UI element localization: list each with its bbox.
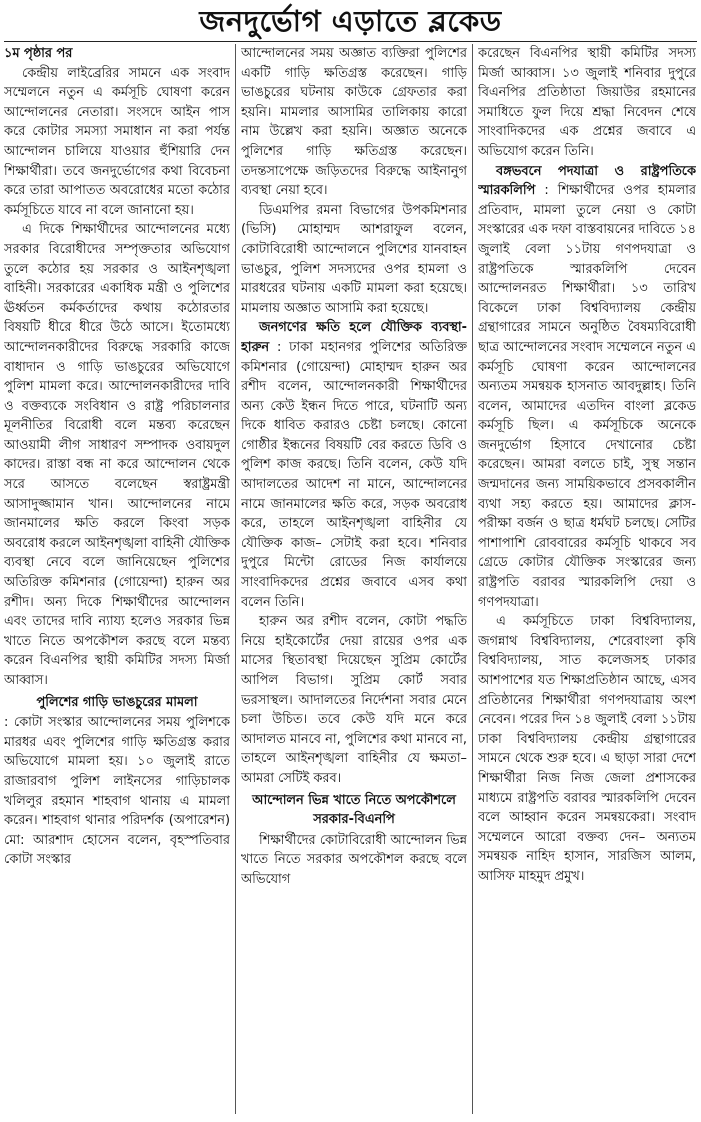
- paragraph: [478, 162, 696, 613]
- inline-heading: জনগণের ক্ষতি হলে যৌক্তিক ব্যবস্থা-হারুন: [241, 320, 467, 355]
- headline: জনদুর্ভোগ এড়াতে ব্লকেড: [199, 4, 502, 38]
- paragraph: [241, 318, 467, 612]
- column-divider: [472, 44, 473, 1114]
- paragraph: কেন্দ্রীয় লাইব্রেরির সামনে এক সংবাদ সম্মেলনে নতুন এ কর্মসূচি ঘোষণা করেন আন্দোলনের নেতারা। সংসদে আইন পাস করে কোটার সমস্যা সমাধান না করা পর্যন্ত আন্দোলন চালিয়ে যাওয়ার হুঁশিয়ারি দেন শিক্ষার্থীরা। তবে জনদুর্ভোগের কথা বিবেচনা করে তারা আপাতত অবরোধের মতো কঠোর কর্মসূচিতে যাবে না বলে জানানো হয়।: [4, 65, 230, 218]
- column-divider: [235, 44, 236, 1114]
- paragraph: এ কর্মসূচিতে ঢাকা বিশ্ববিদ্যালয়, জগন্নাথ বিশ্ববিদ্যালয়, শেরেবাংলা কৃষি বিশ্ববিদ্যালয়, সাত কলেজসহ ঢাকার আশপাশের যত শিক্ষাপ্রতিষ্ঠান আছে, এসব প্রতিষ্ঠানের শিক্ষার্থীরা গণপদযাত্রায় অংশ নেবেন। পরের দিন ১৪ জুলাই বেলা ১১টায় ঢাকা বিশ্ববিদ্যালয় কেন্দ্রীয় গ্রন্থাগারের সামনে থেকে শুরু হবে। এ ছাড়া সারা দেশে শিক্ষার্থীরা নিজ নিজ জেলা প্রশাসকের মাধ্যমে রাষ্ট্রপতি বরাবর স্মারকলিপি দেবেন বলে আহ্বান করেন সমন্বয়কেরা। সংবাদ সম্মেলনে আরো বক্তব্য দেন– অন্যতম সমন্বয়ক নাহিদ হাসান, সারজিস আলম, আসিফ মাহমুদ প্রমুখ।: [478, 614, 696, 884]
- paragraph: ডিএমপির রমনা বিভাগের উপকমিশনার (ভিসি) মোহাম্মদ আশরাফুল বলেন, কোটাবিরোধী আন্দোলনে পুলিশের যানবাহন ভাঙচুর, পুলিশ সদস্যদের ওপর হামলা ও মারধরের ঘটনায় একটি মামলা করা হয়েছে। মামলায় অজ্ঞাত আসামি করা হয়েছে।: [241, 202, 467, 316]
- paragraph: এ দিকে শিক্ষার্থীদের আন্দোলনের মধ্যে সরকার বিরোধীদের সম্পৃক্ততার অভিযোগ তুলে কঠোর হয় সরকার ও আইনশৃঙ্খলা বাহিনী। সরকারের একাধিক মন্ত্রী ও পুলিশের ঊর্ধ্বতন কর্মকর্তাদের কথায় কঠোরতার বিষয়টি ধীরে ধীরে উঠে আসে। ইতোমধ্যে আন্দোলনকারীদের বিরুদ্ধে সরকারি কাজে বাধাদান ও গাড়ি ভাঙচুরের অভিযোগে পুলিশ মামলা করে। আন্দোলনকারীদের দাবি ও বক্তব্যকে সংবিধান ও রাষ্ট্র পরিচালনার মূলনীতির বিরোধী বলে মন্তব্য করেছেন আওয়ামী লীগ সাধারণ সম্পাদক ওবায়দুল কাদের। রাস্তা বন্ধ না করে আন্দোলন থেকে সরে আসতে বলেছেন স্বরাষ্ট্রমন্ত্রী আসাদুজ্জামান খান। আন্দোলনের নামে জানমালের ক্ষতি করলে কিংবা সড়ক অবরোধ করলে আইনশৃঙ্খলা বাহিনী যৌক্তিক ব্যবস্থা নেবে বলে জানিয়েছেন পুলিশের অতিরিক্ত কমিশনার (গোয়েন্দা) হারুন অর রশীদ। অন্য দিকে শিক্ষার্থীদের আন্দোলন এবং তাদের দাবি ন্যায্য হলেও সরকার ভিন্ন খাতে নিতে অপকৌশল করছে বলে মন্তব্য করেন বিএনপির স্থায়ী কমিটির সদস্য মির্জা আব্বাস।: [4, 222, 230, 688]
- inline-heading: বঙ্গভবনে পদযাত্রা ও রাষ্ট্রপতিকে স্মারকলিপি: [478, 163, 696, 199]
- paragraph: শিক্ষার্থীদের কোটাবিরোধী আন্দোলন ভিন্ন খাতে নিতে সরকার অপকৌশল করছে বলে অভিযোগ: [241, 832, 467, 887]
- headline-rule: [4, 41, 697, 42]
- subheading: আন্দোলন ভিন্ন খাতে নিতে অপকৌশলে সরকার-বিএনপি: [252, 792, 456, 828]
- continued-label: ১ম পৃষ্ঠার পর: [4, 46, 73, 61]
- paragraph: : কোটা সংস্কার আন্দোলনের সময় পুলিশকে মারধর এবং পুলিশের গাড়ি ক্ষতিগ্রস্ত করার অভিযোগে মামলা হয়। ১০ জুলাই রাতে রাজারবাগ পুলিশ লাইনসের গাড়িচালক খলিলুর রহমান শাহবাগ থানায় এ মামলা করেন। শাহবাগ থানার পরিদর্শক (অপারেশন) মো: আরশাদ হোসেন বলেন, বৃহস্পতিবার কোটা সংস্কার: [4, 715, 230, 868]
- paragraph-text: : শিক্ষার্থীদের ওপর হামলার প্রতিবাদ, মামলা তুলে নেয়া ও কোটা সংস্কারের এক দফা বাস্তবায়নের দাবিতে ১৪ জুলাই বেলা ১১টায় গণপদযাত্রা ও রাষ্ট্রপতিকে স্মারকলিপি দেবেন আন্দোলনরত শিক্ষার্থীরা। ১৩ তারিখ বিকেলে ঢাকা বিশ্ববিদ্যালয় কেন্দ্রীয় গ্রন্থাগারের সামনে অনুষ্ঠিত বৈষম্যবিরোধী ছাত্র আন্দোলনের সংবাদ সম্মেলনে নতুন এ কর্মসূচি ঘোষণা করেন আন্দোলনের অন্যতম সমন্বয়ক হাসনাত আবদুল্লাহ। তিনি বলেন, আমাদের এতদিন বাংলা ব্লকেড কর্মসূচি ছিল। এ কর্মসূচিকে অনেকে জনদুর্ভোগ হিসাবে দেখানোর চেষ্টা করেছেন। আমরা বলতে চাই, সুস্থ সন্তান জন্মদানের জন্য সাময়িকভাবে প্রসবকালীন ব্যথা সহ্য করতে হয়। আমাদের ক্লাস-পরীক্ষা বর্জন ও ছাত্র ধর্মঘট চলছে। সেটির পাশাপাশি রোববারের কর্মসূচি থাকবে সব গ্রেডে কোটার যৌক্তিক সংস্কারের জন্য রাষ্ট্রপতি বরাবর স্মারকলিপি দেয়া ও গণপদযাত্রা।: [478, 183, 696, 610]
- paragraph: হারুন অর রশীদ বলেন, কোটা পদ্ধতি নিয়ে হাইকোর্টের দেয়া রায়ের ওপর এক মাসের স্থিতাবস্থা দিয়েছেন সুপ্রিম কোর্টের আপিল বিভাগ। সুপ্রিম কোর্ট সবার ভরসাস্থল। আদালতের নির্দেশনা সবার মেনে চলা উচিত। তবে কেউ যদি মনে করে আদালত মানবে না, পুলিশের কথা মানবে না, তাহলে আইনশৃঙ্খলা বাহিনীর যে ক্ষমতা– আমরা সেটিই করব।: [241, 614, 467, 786]
- paragraph: করেছেন বিএনপির স্থায়ী কমিটির সদস্য মির্জা আব্বাস। ১৩ জুলাই শনিবার দুপুরে বিএনপির প্রতিষ্ঠাতা জিয়াউর রহমানের সমাধিতে ফুল দিয়ে শ্রদ্ধা নিবেদন শেষে সাংবাদিকদের এক প্রশ্নের জবাবে এ অভিযোগ করেন তিনি।: [478, 46, 696, 159]
- column-2: [241, 44, 467, 1116]
- paragraph-text: : ঢাকা মহানগর পুলিশের অতিরিক্ত কমিশনার (গোয়েন্দা) মোহাম্মদ হারুন অর রশীদ বলেন, আন্দোলনকারী শিক্ষার্থীদের অন্য কেউ ইন্ধন দিতে পারে, ঘটনাটি অন্য দিকে ধাবিত করারও চেষ্টা চলছে। কোনো গোষ্ঠীর ইন্ধনের বিষয়টি বের করতে ডিবি ও পুলিশ কাজ করছে। তিনি বলেন, কেউ যদি আদালতের আদেশ না মানে, আন্দোলনের নামে জানমালের ক্ষতি করে, সড়ক অবরোধ করে, তাহলে আইনশৃঙ্খলা বাহিনীর যে যৌক্তিক কাজ– সেটাই করা হবে। শনিবার দুপুরে মিন্টো রোডের নিজ কার্যালয়ে সাংবাদিকদের প্রশ্নের জবাবে এসব কথা বলেন তিনি।: [241, 339, 467, 610]
- paragraph: আন্দোলনের সময় অজ্ঞাত ব্যক্তিরা পুলিশের একটি গাড়ি ক্ষতিগ্রস্ত করেছেন। গাড়ি ভাঙচুরের ঘটনায় কাউকে গ্রেফতার করা হয়নি। মামলার আসামির তালিকায় কারো নাম উল্লেখ করা হয়নি। অজ্ঞাত অনেকে পুলিশের গাড়ি ক্ষতিগ্রস্ত করেছেন। তদন্তসাপেক্ষে জড়িতদের বিরুদ্ধে আইনানুগ ব্যবস্থা নেয়া হবে।: [241, 46, 467, 199]
- column-3: [478, 44, 696, 1116]
- subheading: পুলিশের গাড়ি ভাঙচুরের মামলা: [36, 694, 198, 710]
- column-1: [4, 44, 230, 1116]
